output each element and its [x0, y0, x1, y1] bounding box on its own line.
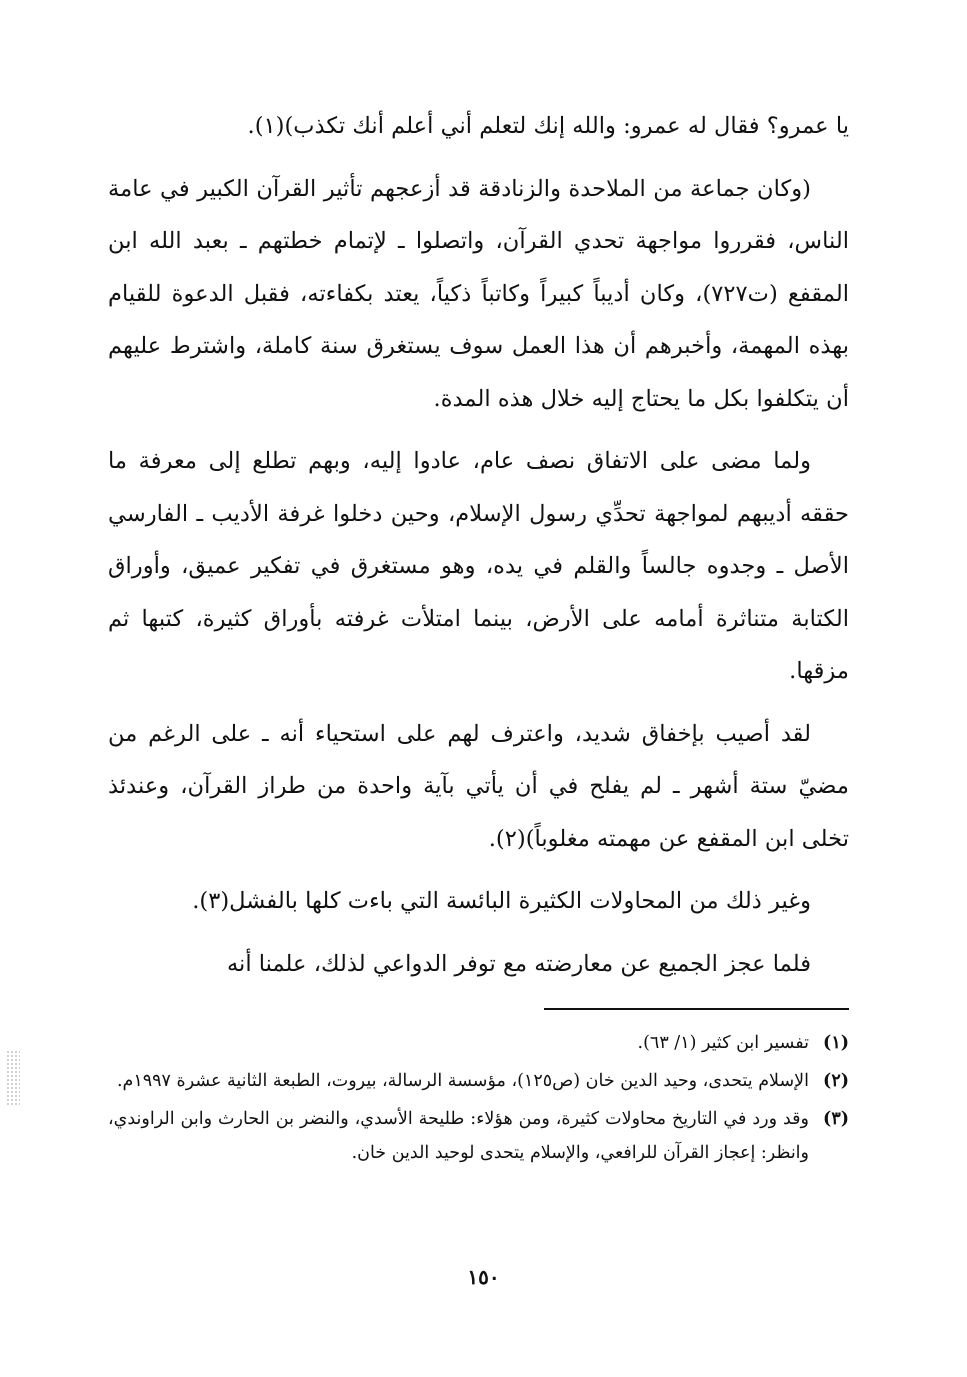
- footnote-3: [108, 1102, 849, 1170]
- footnote-marker: (٣): [823, 1109, 849, 1129]
- footnote-1: [108, 1026, 849, 1060]
- page-number: ١٥٠: [467, 1265, 500, 1289]
- footnote-text: وقد ورد في التاريخ محاولات كثيرة، ومن هؤلاء: طليحة الأسدي، والنضر بن الحارث وابن الراوندي، وانظر: إعجاز القرآن للرافعي، والإسلام يتحدى لوحيد الدين خان.: [108, 1109, 809, 1163]
- paragraph-5: وغير ذلك من المحاولات الكثيرة البائسة التي باءت كلها بالفشل(٣).: [192, 888, 811, 914]
- paragraph-6: فلما عجز الجميع عن معارضته مع توفر الدواعي لذلك، علمنا أنه: [226, 950, 811, 977]
- footnotes: [108, 1026, 849, 1174]
- footnote-text: تفسير ابن كثير (١/ ٦٣).: [637, 1033, 809, 1053]
- body-text: [108, 100, 849, 1000]
- paragraph-3: ولما مضى على الاتفاق نصف عام، عادوا إليه، وبهم تطلع إلى معرفة ما حققه أديبهم لمواجهة تحدِّي رسول الإسلام، وحين دخلوا غرفة الأديب ـ الفارسي الأصل ـ وجدوه جالساً والقلم في يده، وهو مستغرق في تفكير عميق، وأوراق الكتابة متناثرة أمامه على الأرض، بينما امتلأت غرفته بأوراق كثيرة، كتبها ثم مزقها.: [108, 448, 849, 684]
- footnote-marker: (٢): [823, 1071, 849, 1091]
- paragraph-1: يا عمرو؟ فقال له عمرو: والله إنك لتعلم أني أعلم أنك تكذب)(١).: [247, 113, 849, 139]
- scan-margin-mark: [6, 1050, 20, 1106]
- footnote-separator: [544, 1008, 849, 1010]
- paragraph-2: (وكان جماعة من الملاحدة والزنادقة قد أزعجهم تأثير القرآن الكبير في عامة الناس، فقرروا مواجهة تحدي القرآن، واتصلوا ـ لإتمام خطتهم ـ بعبد الله ابن المقفع (ت٧٢٧)، وكان أديباً كبيراً وكاتباً ذكياً، يعتد بكفاءته، فقبل الدعوة للقيام بهذه المهمة، وأخبرهم أن هذا العمل سوف يستغرق سنة كاملة، واشترط عليهم أن يتكلفوا بكل ما يحتاج إليه خلال هذه المدة.: [108, 175, 849, 412]
- paragraph-4: لقد أصيب بإخفاق شديد، واعترف لهم على استحياء أنه ـ على الرغم من مضيّ ستة أشهر ـ لم يفلح في أن يأتي بآية واحدة من طراز القرآن، وعندئذ تخلى ابن المقفع عن مهمته مغلوباً)(٢).: [108, 720, 849, 852]
- footnote-2: [108, 1064, 849, 1098]
- footnote-marker: (١): [823, 1033, 849, 1053]
- footnote-text: الإسلام يتحدى، وحيد الدين خان (ص١٢٥)، مؤسسة الرسالة، بيروت، الطبعة الثانية عشرة ١٩٩٧م.: [116, 1071, 809, 1091]
